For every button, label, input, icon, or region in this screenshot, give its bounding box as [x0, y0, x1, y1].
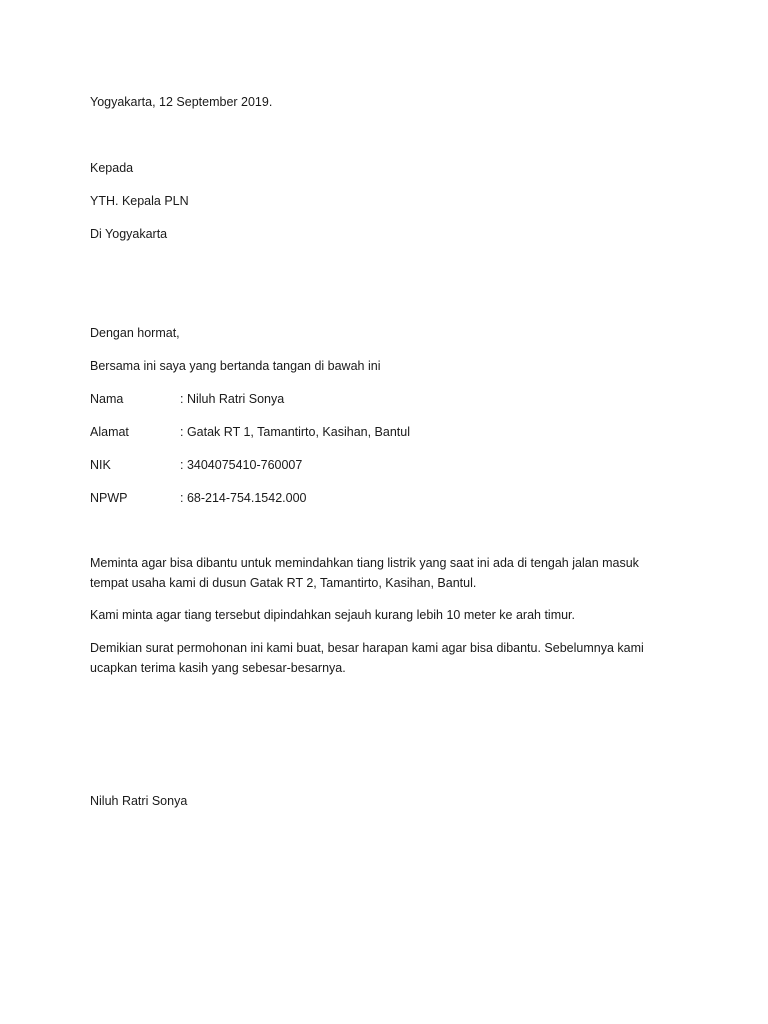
recipient-to: Kepada: [90, 161, 134, 175]
request-line: tempat usaha kami di dusun Gatak RT 2, Tamantirto, Kasihan, Bantul.: [90, 576, 477, 590]
field-label: NIK: [90, 458, 111, 472]
field-label: Alamat: [90, 425, 129, 439]
field-value: : 68-214-754.1542.000: [180, 491, 307, 505]
detail-paragraph: Kami minta agar tiang tersebut dipindahkan sejauh kurang lebih 10 meter ke arah timur.: [90, 608, 576, 622]
request-line: Meminta agar bisa dibantu untuk memindahkan tiang listrik yang saat ini ada di tengah jalan masuk: [90, 556, 639, 570]
closing-paragraph: [90, 638, 690, 678]
closing-line: ucapkan terima kasih yang sebesar-besarnya.: [90, 661, 346, 675]
signature-name: Niluh Ratri Sonya: [90, 794, 188, 808]
recipient-addressee: YTH. Kepala PLN: [90, 194, 189, 208]
intro-text: Bersama ini saya yang bertanda tangan di bawah ini: [90, 359, 381, 373]
place-date: Yogyakarta, 12 September 2019.: [90, 95, 273, 109]
request-paragraph: [90, 553, 690, 593]
closing-line: Demikian surat permohonan ini kami buat, besar harapan kami agar bisa dibantu. Sebelumnya kami: [90, 641, 644, 655]
recipient-location: Di Yogyakarta: [90, 227, 168, 241]
field-label: NPWP: [90, 491, 128, 505]
field-value: : 3404075410-760007: [180, 458, 303, 472]
greeting: Dengan hormat,: [90, 326, 180, 340]
field-value: : Gatak RT 1, Tamantirto, Kasihan, Bantul: [180, 425, 410, 439]
field-label: Nama: [90, 392, 124, 406]
field-value: : Niluh Ratri Sonya: [180, 392, 285, 406]
